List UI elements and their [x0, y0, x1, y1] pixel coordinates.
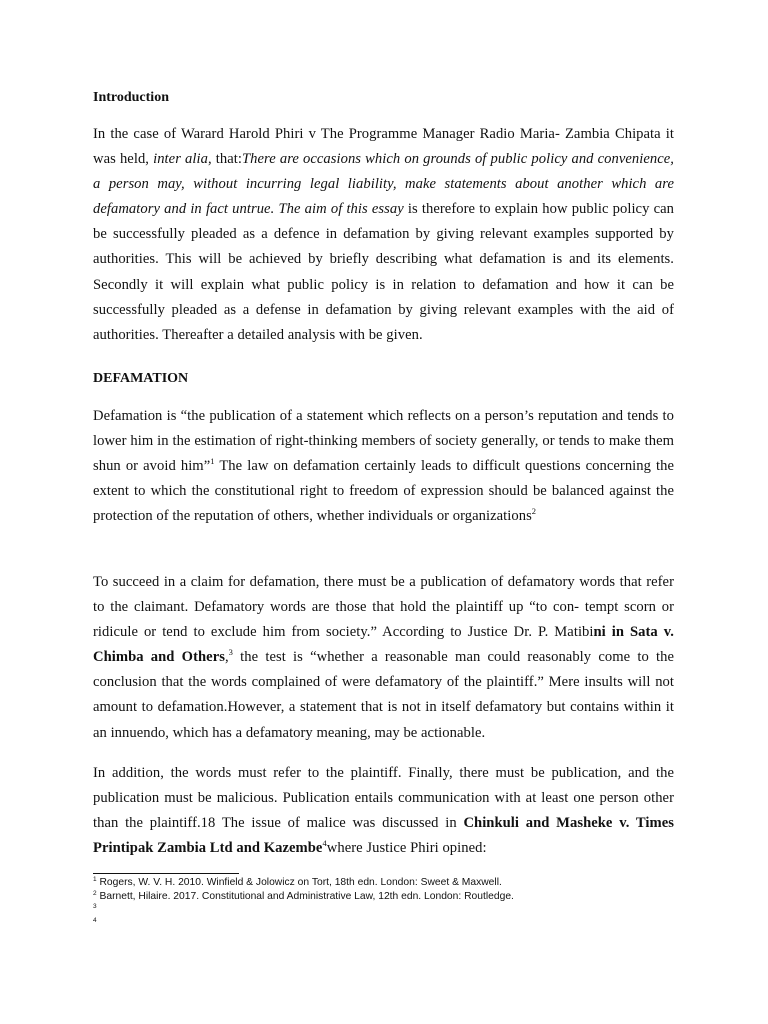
def-p3-text-1: In addition, the words must refer to the plaintiff. Finally, there must be publication, and the publication must be malicious. Publication entails communication with at least one person other than the plaintiff.18 The issue of malice was discussed in — [93, 765, 674, 832]
intro-text-2: , that: — [207, 151, 242, 168]
footnote-number: 4 — [93, 916, 97, 924]
footnote-text: Rogers, W. V. H. 2010. Winfield & Jolowicz on Tort, 18th edn. London: Sweet & Maxwell. — [96, 877, 502, 888]
footnotes — [93, 876, 693, 930]
footnote-separator — [93, 873, 239, 874]
defamation-paragraph-1 — [93, 404, 674, 529]
footnote-1 — [93, 876, 693, 890]
def-p3-text-2: where Justice Phiri opined: — [326, 840, 487, 857]
defamation-paragraph-3 — [93, 761, 674, 861]
def-p3-case-name: Chinkuli and Masheke v. Times Printipak Zambia Ltd and Kazembe — [93, 815, 674, 857]
intro-italic-quote: There are occasions which on grounds of public policy and convenience, a person may, without incurring legal liability, make statements about another which are defamatory and in fact untrue. The aim of this essay — [93, 151, 674, 218]
footnote-ref-1[interactable]: 1 — [210, 456, 215, 467]
def-p2-case-name: ni in Sata v. Chimba and Others — [93, 624, 674, 666]
def-p2-comma: , — [224, 649, 229, 666]
footnote-3 — [93, 903, 693, 917]
def-p2-text-2: the test is “whether a reasonable man could reasonably come to the conclusion that the words complained of were defamatory of the plaintiff.” Mere insults will not amount to defamation.However, a statement that is not in itself defamatory but contains within it an innuendo, which has a defamatory meaning, may be actionable. — [93, 649, 674, 741]
footnote-4 — [93, 917, 693, 931]
def-p1-text-2: The law on defamation certainly leads to difficult questions concerning the extent to which the constitutional right to freedom of expression should be balanced against the protection of the reputation of others, whether individuals or organizations — [93, 458, 674, 525]
intro-text-1: In the case of Warard Harold Phiri v The Programme Manager Radio Maria- Zambia Chipata it was held, — [93, 126, 674, 168]
intro-inter-alia: inter alia — [153, 151, 208, 168]
defamation-heading: DEFAMATION — [93, 371, 189, 386]
footnote-ref-3[interactable]: 3 — [228, 647, 233, 658]
footnote-ref-2[interactable]: 2 — [531, 506, 537, 517]
footnote-text: Barnett, Hilaire. 2017. Constitutional and Administrative Law, 12th edn. London: Routledge. — [96, 890, 514, 902]
def-p2-text-1: To succeed in a claim for defamation, there must be a publication of defamatory words that refer to the claimant. Defamatory words are those that hold the plaintiff up “to con- tempt scorn or ridicule or tend to exclude him from society.” According to Justice Dr. P. Matibi — [93, 574, 674, 641]
footnote-number: 3 — [93, 903, 97, 910]
intro-text-3: is therefore to explain how public policy can be successfully pleaded as a defence in defamation by giving relevant examples supported by authorities. This will be achieved by briefly describing what defamation is and its elements. Secondly it will explain what public policy is in relation to defamation and how it can be successfully pleaded as a defense in defamation by giving relevant examples with the aid of authorities. Thereafter a detailed analysis with be given. — [93, 201, 674, 343]
footnote-number: 1 — [93, 876, 97, 883]
intro-paragraph — [93, 122, 674, 348]
footnote-2 — [93, 890, 693, 904]
footnote-ref-4[interactable]: 4 — [322, 838, 327, 849]
footnote-number: 2 — [93, 889, 97, 897]
defamation-paragraph-2 — [93, 570, 674, 746]
def-p1-text-1: Defamation is “the publication of a statement which reflects on a person’s reputation and tends to lower him in the estimation of right-thinking members of society generally, or tends to make them shun or avoid him” — [93, 408, 674, 475]
intro-heading: Introduction — [93, 90, 169, 105]
